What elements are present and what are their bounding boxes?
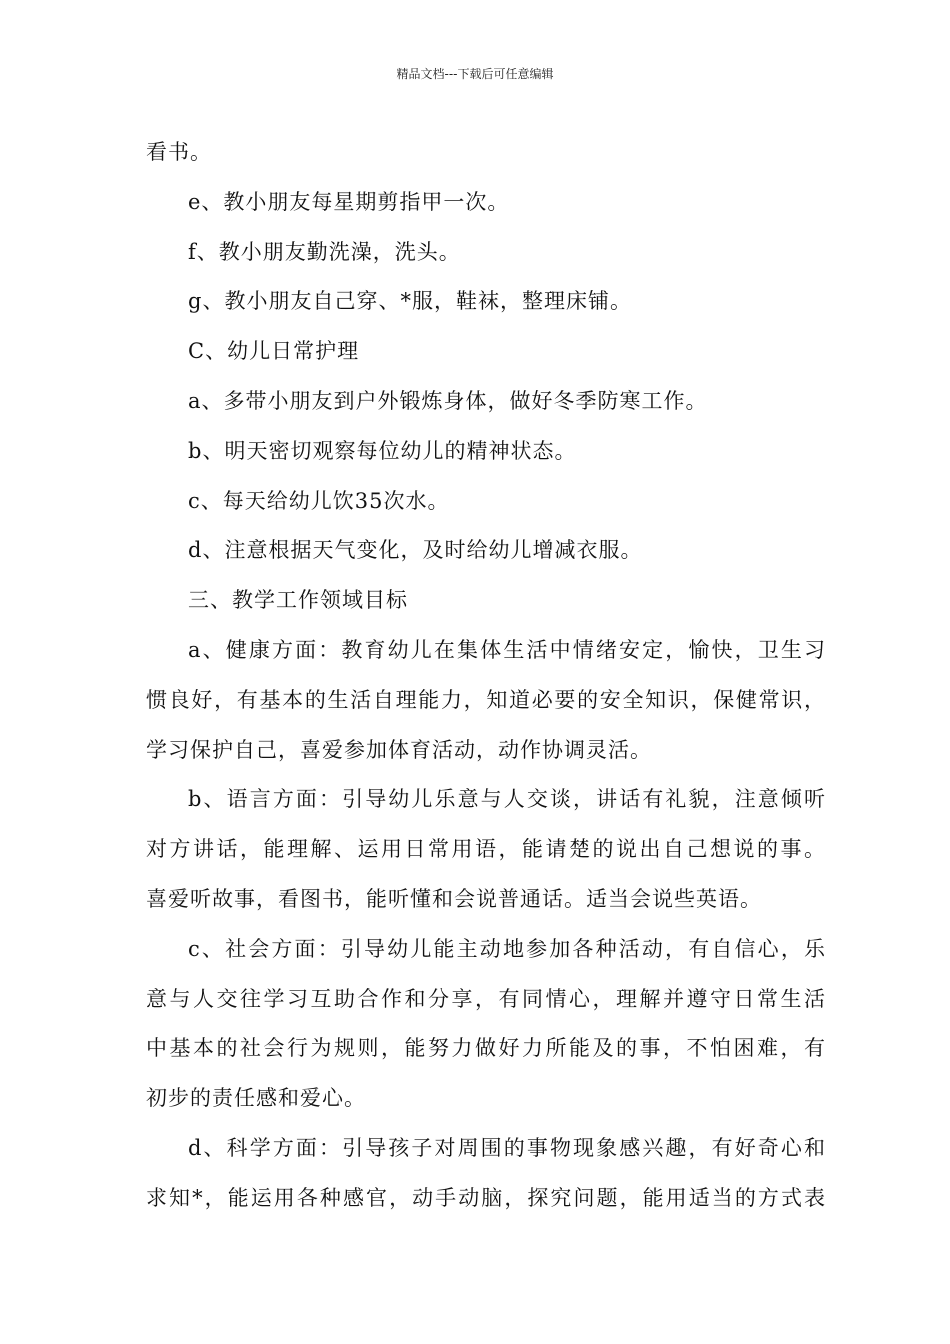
paragraph-line: 喜爱听故事，看图书，能听懂和会说普通话。适当会说些英语。 [146, 886, 762, 911]
section-heading: 三、教学工作领域目标 [188, 588, 408, 613]
list-item: d、注意根据天气变化，及时给幼儿增减衣服。 [188, 538, 643, 563]
list-item: b、明天密切观察每位幼儿的精神状态。 [188, 438, 577, 463]
document-body [146, 128, 826, 1224]
section-heading: C、幼儿日常护理 [188, 339, 360, 364]
paragraph-line: 中基本的社会行为规则，能努力做好力所能及的事，不怕困难，有 [146, 1036, 826, 1061]
paragraph-line: d、科学方面：引导孩子对周围的事物现象感兴趣，有好奇心和 [188, 1135, 826, 1160]
paragraph-line: a、健康方面：教育幼儿在集体生活中情绪安定，愉快，卫生习 [188, 637, 826, 662]
list-item: a、多带小朋友到户外锻炼身体，做好冬季防寒工作。 [188, 388, 708, 413]
list-item: g、教小朋友自己穿、*服，鞋袜，整理床铺。 [188, 289, 632, 314]
paragraph-line: 惯良好，有基本的生活自理能力，知道必要的安全知识，保健常识， [146, 687, 826, 712]
paragraph-line: 求知*，能运用各种感官，动手动脑，探究问题，能用适当的方式表 [146, 1185, 826, 1210]
list-item: e、教小朋友每星期剪指甲一次。 [188, 189, 510, 214]
list-item: f、教小朋友勤洗澡，洗头。 [188, 239, 461, 264]
text-line: 看书。 [146, 140, 212, 164]
page-header: 精品文档---下载后可任意编辑 [396, 67, 554, 81]
paragraph-line: b、语言方面：引导幼儿乐意与人交谈，讲话有礼貌，注意倾听 [188, 787, 826, 812]
paragraph-line: c、社会方面：引导幼儿能主动地参加各种活动，有自信心，乐 [188, 936, 826, 961]
paragraph-line: 意与人交往学习互助合作和分享，有同情心，理解并遵守日常生活 [146, 986, 826, 1011]
paragraph-line: 初步的责任感和爱心。 [146, 1086, 366, 1111]
list-item: c、每天给幼儿饮35次水。 [188, 488, 450, 513]
paragraph-line: 对方讲话，能理解、运用日常用语，能请楚的说出自己想说的事。 [146, 837, 826, 862]
paragraph-line: 学习保护自己，喜爱参加体育活动，动作协调灵活。 [146, 737, 652, 762]
